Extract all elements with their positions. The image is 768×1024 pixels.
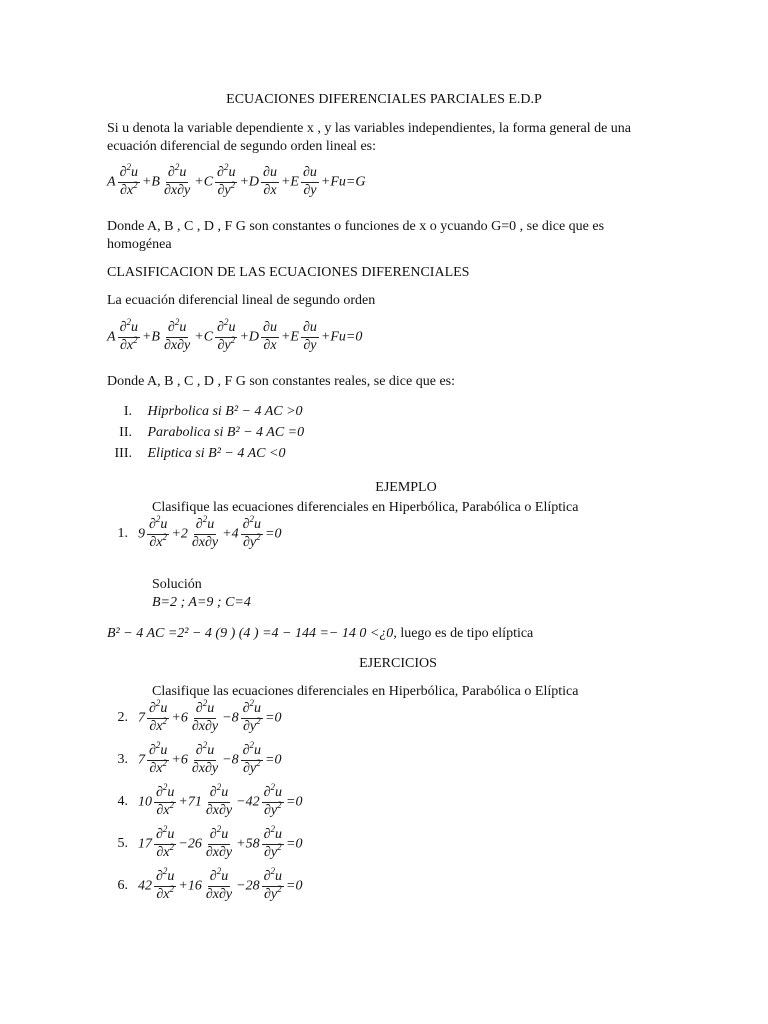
general-equation: A $\frac{\partial^2u}{\partial x^2}$ +B $\frac{\partial^2u}{\partial x\partial y}$ +C $\frac{\partial^2u}{\partial y^2}$ +D $\frac{\partial u}{\partial x}$ +E $\frac{\partial u}{\partial y}$ +Fu=G [107,162,366,198]
ejercicio-item: 4. 10 $\frac{\partial^2u}{\partial x^2}$ +71 $\frac{\partial^2u}{\partial x\partial y}$ −42 $\frac{\partial^2u}{\partial y^2}$ =0 [108,786,302,818]
coef-c: 8 [231,710,239,726]
coef-b: 71 [187,794,202,810]
coef-c: 8 [231,752,239,768]
ejercicio-number: 3. [117,752,128,768]
coef-b: 26 [187,836,202,852]
coef-c: 28 [245,878,260,894]
class-item [110,446,285,462]
operator: − [222,752,232,768]
operator: − [178,836,188,852]
coef-a: 9 [138,526,145,542]
ejercicio-number: 4. [117,794,128,810]
general-eq-rhs: G [355,174,366,190]
rhs: =0 [286,878,303,894]
ejercicio-item: 6. 42 $\frac{\partial^2u}{\partial x^2}$ +16 $\frac{\partial^2u}{\partial x\partial y}$ −28 $\frac{\partial^2u}{\partial y^2}$ =0 [108,870,302,902]
class-num: II. [119,425,132,440]
operator: − [236,878,246,894]
class-item [110,404,303,420]
operator: − [222,710,232,726]
discriminant-suffix: , luego es de tipo elíptica [393,626,534,641]
class-text: Hiprbolica si B² − 4 AC >0 [147,404,303,419]
donde-line-1: Donde A, B , C , D , F G son constantes o funciones de x o ycuando G=0 , se dice que es [107,219,605,234]
coef-b: 16 [187,878,202,894]
coef-b: 2 [180,526,188,542]
second-eq-rhs: 0 [355,329,363,345]
intro-line-2: ecuación diferencial de segundo orden lineal es: [107,139,376,154]
ejemplo-equation: 1. 9 $\frac{\partial^2u}{\partial x^2}$ +2 $\frac{\partial^2u}{\partial x\partial y}$ +4 $\frac{\partial^2u}{\partial y^2}$ =0 [108,518,281,550]
coef-c: 42 [245,794,260,810]
coef-b: 6 [180,752,188,768]
donde-2: Donde A, B , C , D , F G son constantes reales, se dice que es: [107,374,455,389]
ejercicio-item: 5. 17 $\frac{\partial^2u}{\partial x^2}$ −26 $\frac{\partial^2u}{\partial x\partial y}$ +58 $\frac{\partial^2u}{\partial y^2}$ =0 [108,828,302,860]
coef-b: 6 [180,710,188,726]
discriminant-line [107,626,533,642]
ejercicio-number: 5. [117,836,128,852]
operator: + [178,878,188,894]
ejemplo-instruction: Clasifique las ecuaciones diferenciales en Hiperbólica, Parabólica o Elíptica [152,500,579,515]
discriminant-expression: B² − 4 AC =2² − 4 (9 ) (4 ) =4 − 144 =− 14 0 <¿0 [107,626,394,641]
ejercicio-number: 2. [117,710,128,726]
ejercicio-item: 3. 7 $\frac{\partial^2u}{\partial x^2}$ +6 $\frac{\partial^2u}{\partial x\partial y}$ −8 $\frac{\partial^2u}{\partial y^2}$ =0 [108,744,281,776]
lineal-text: La ecuación diferencial lineal de segundo orden [107,293,376,308]
rhs: =0 [265,752,282,768]
coef-c: 58 [245,836,260,852]
ejemplo-rhs: 0 [274,526,282,542]
ejemplo-heading: EJEMPLO [375,480,437,495]
class-num: III. [114,446,132,461]
coef-c: 4 [231,526,239,542]
solucion-values: B=2 ; A=9 ; C=4 [152,595,251,610]
coef-a: 10 [138,794,152,810]
page-title: ECUACIONES DIFERENCIALES PARCIALES E.D.P [226,92,542,107]
ejercicio-number: 6. [117,878,128,894]
class-num: I. [123,404,132,419]
operator: + [171,752,181,768]
donde-line-2: homogénea [107,237,172,252]
rhs: =0 [286,794,303,810]
class-item [110,425,304,441]
operator: − [236,794,246,810]
ejemplo-number: 1. [117,526,128,542]
second-order-equation: A $\frac{\partial^2u}{\partial x^2}$ +B $\frac{\partial^2u}{\partial x\partial y}$ +C $\frac{\partial^2u}{\partial y^2}$ +D $\frac{\partial u}{\partial x}$ +E $\frac{\partial u}{\partial y}$ +Fu=0 [107,317,363,353]
coef-a: 7 [138,752,145,768]
ejercicio-item: 2. 7 $\frac{\partial^2u}{\partial x^2}$ +6 $\frac{\partial^2u}{\partial x\partial y}$ −8 $\frac{\partial^2u}{\partial y^2}$ =0 [108,702,281,734]
operator: + [171,710,181,726]
clasificacion-heading: CLASIFICACION DE LAS ECUACIONES DIFERENCIALES [107,265,470,280]
ejercicios-instruction: Clasifique las ecuaciones diferenciales en Hiperbólica, Parabólica o Elíptica [152,684,579,699]
operator: + [178,794,188,810]
solucion-label: Solución [152,577,202,592]
coef-a: 42 [138,878,152,894]
class-text: Eliptica si B² − 4 AC <0 [147,446,286,461]
intro-line-1: Si u denota la variable dependiente x , y las variables independientes, la forma general de una [107,121,632,136]
operator: + [236,836,246,852]
coef-a: 7 [138,710,145,726]
coef-a: 17 [138,836,152,852]
rhs: =0 [265,710,282,726]
rhs: =0 [286,836,303,852]
ejercicios-heading: EJERCICIOS [359,656,437,671]
class-text: Parabolica si B² − 4 AC =0 [147,425,305,440]
